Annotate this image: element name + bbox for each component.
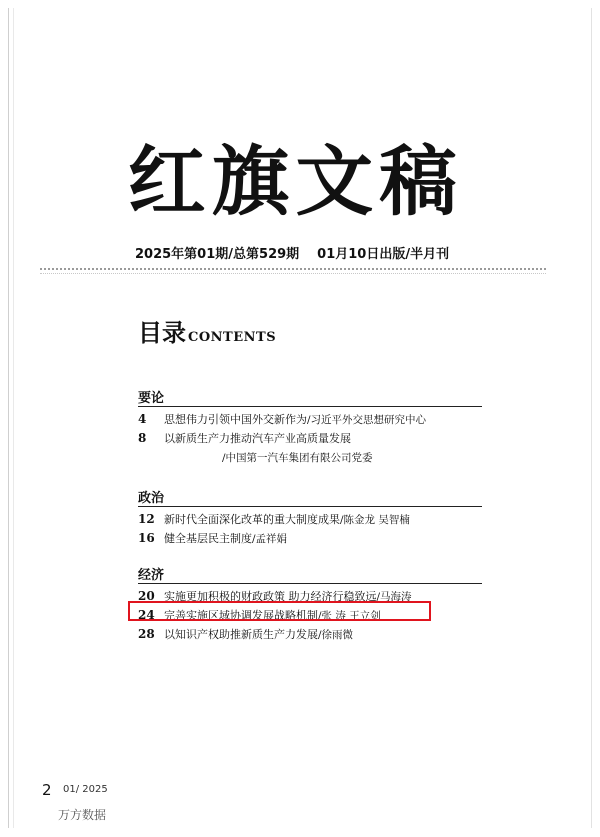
toc-entry[interactable] [138, 429, 482, 448]
entry-author: /孟祥娟 [252, 533, 288, 545]
divider [40, 273, 546, 274]
footer-issue: 01/ 2025 [63, 784, 108, 795]
highlight-box [128, 601, 431, 621]
section-heading: 要论 [138, 387, 482, 407]
footer-brand: 万方数据 [58, 808, 107, 822]
toc-entry[interactable] [138, 625, 482, 644]
entry-title: 完善实施区域协调发展战略机制 [164, 609, 318, 622]
toc-title-en: CONTENTS [188, 330, 277, 345]
toc-entry-continued [138, 448, 482, 467]
entry-title: 思想伟力引领中国外交新作为 [164, 413, 307, 426]
entry-author: /徐雨微 [318, 629, 354, 641]
section-heading: 经济 [138, 564, 482, 584]
entry-page: 4 [138, 412, 147, 426]
divider [40, 268, 546, 270]
entry-title: 实施更加积极的财政政策 助力经济行稳致远 [164, 590, 377, 603]
entry-title: 以知识产权助推新质生产力发展 [164, 628, 318, 641]
entry-page: 28 [138, 627, 155, 641]
entry-page: 24 [138, 608, 155, 622]
toc-entry[interactable] [138, 529, 482, 548]
toc-entry[interactable] [138, 410, 482, 429]
entry-author: /中国第一汽车集团有限公司党委 [222, 452, 373, 464]
entry-author: /陈金龙 吴智楠 [340, 514, 410, 526]
toc-section [138, 387, 482, 467]
entry-title: 以新质生产力推动汽车产业高质量发展 [164, 432, 351, 445]
entry-author: /张 涛 王立剑 [318, 610, 381, 622]
footer-page-number: 2 [42, 781, 52, 799]
issue-number: 2025年第01期/总第529期 [135, 247, 300, 262]
issue-published: 01月10日出版/半月刊 [317, 247, 450, 262]
entry-page: 12 [138, 512, 155, 526]
entry-page: 8 [138, 431, 147, 445]
entry-title: 健全基层民主制度 [164, 532, 252, 545]
issue-info [135, 243, 475, 262]
section-heading: 政治 [138, 487, 482, 507]
masthead-logo [128, 128, 468, 228]
toc-title [138, 313, 276, 348]
masthead-title: 红旗文稿 [128, 137, 463, 226]
toc-title-cn: 目录 [138, 319, 186, 347]
entry-page: 20 [138, 589, 155, 603]
entry-page: 16 [138, 531, 155, 545]
toc-section [138, 487, 482, 548]
masthead-calligraphy [128, 128, 468, 228]
toc-entry[interactable] [138, 510, 482, 529]
entry-title: 新时代全面深化改革的重大制度成果 [164, 513, 340, 526]
entry-author: /习近平外交思想研究中心 [307, 414, 427, 426]
entry-author: /马海涛 [376, 591, 412, 603]
